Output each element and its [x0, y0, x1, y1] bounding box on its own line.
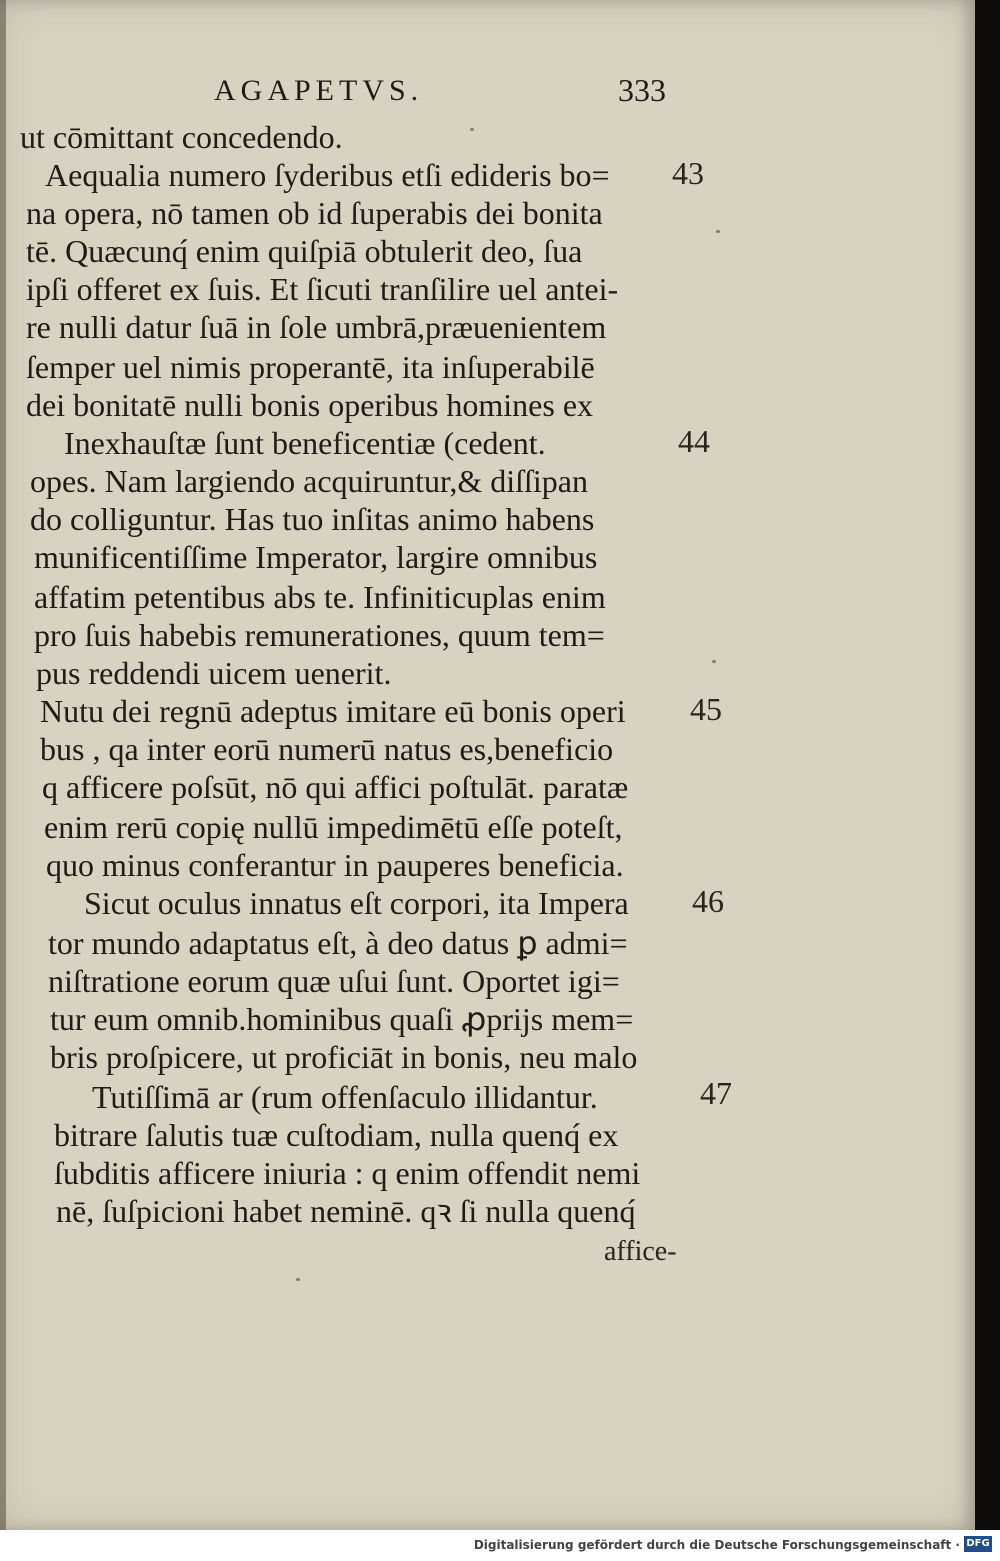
margin-number: 45: [690, 691, 722, 727]
paper-speck: [296, 1278, 300, 1281]
text-line: Nutu dei regnū adeptus imitare eū bonis operi: [40, 693, 626, 729]
text-line: Tutiſſimā ar (rum offenſaculo illidantur.: [92, 1079, 598, 1115]
text-line: re nulli datur ſuā in ſole umbrā,præuenientem: [26, 309, 607, 345]
text-line: ut cōmittant concedendo.: [20, 119, 343, 155]
text-line: q afficere poſsūt, nō qui affici poſtulāt. paratæ: [42, 769, 629, 805]
text-line: bus , qa inter eorū numerū natus es,beneficio: [40, 731, 614, 767]
catchword: affice-: [604, 1236, 677, 1267]
page-header: [0, 72, 975, 112]
dfg-logo: DFG: [964, 1536, 992, 1552]
paper-speck: [712, 660, 716, 663]
text-line: Inexhauſtæ ſunt beneficentiæ (cedent.: [64, 425, 546, 461]
text-line: quo minus conferantur in pauperes beneficia.: [46, 847, 624, 883]
text-line: tor mundo adaptatus eſt, à deo datus ꝑ admi=: [48, 925, 628, 961]
text-line: tē. Quæcunq́ enim quiſpiā obtulerit deo, ſua: [26, 233, 583, 269]
text-line: pus reddendi uicem uenerit.: [36, 655, 392, 691]
paper-speck: [470, 128, 474, 131]
page-number: 333: [618, 72, 666, 108]
text-line: nē, ſuſpicioni habet neminē. qꝛ ſi nulla quenq́: [56, 1193, 636, 1229]
paper-speck: [716, 230, 720, 233]
text-line: ſubditis afficere iniuria : q enim offendit nemi: [54, 1155, 641, 1191]
funding-credit: Digitalisierung gefördert durch die Deutsche Forschungsgemeinschaft ·: [473, 1538, 960, 1552]
margin-number: 46: [692, 883, 724, 919]
text-line: ſemper uel nimis properantē, ita inſuperabilē: [26, 349, 595, 385]
digitization-footer: [0, 1530, 1000, 1561]
text-line: tur eum omnib.hominibus quaſi ꝓprijs mem=: [50, 1001, 634, 1037]
text-line: do colliguntur. Has tuo inſitas animo habens: [30, 501, 595, 537]
margin-number: 43: [672, 155, 704, 191]
running-head: AGAPETVS.: [214, 74, 424, 107]
margin-number: 47: [700, 1075, 732, 1111]
text-line: munificentiſſime Imperator, largire omnibus: [34, 539, 598, 575]
text-line: niſtratione eorum quæ uſui ſunt. Oportet igi=: [48, 963, 620, 999]
text-line: affatim petentibus abs te. Infiniticuplas enim: [34, 579, 606, 615]
text-line: ipſi offeret ex ſuis. Et ſicuti tranſilire uel antei-: [26, 271, 619, 307]
text-line: Aequalia numero ſyderibus etſi edideris bo=: [45, 157, 610, 193]
text-line: pro ſuis habebis remunerationes, quum tem=: [34, 617, 605, 653]
text-line: opes. Nam largiendo acquiruntur,& diſſipan: [30, 463, 588, 499]
text-line: bris proſpicere, ut proficiāt in bonis, neu malo: [50, 1039, 638, 1075]
margin-number: 44: [678, 423, 710, 459]
text-line: bitrare ſalutis tuæ cuſtodiam, nulla quenq́ ex: [54, 1117, 619, 1153]
text-line: enim rerū copię nullū impedimētū eſſe poteſt,: [44, 809, 623, 845]
text-line: Sicut oculus innatus eſt corpori, ita Impera: [84, 885, 629, 921]
text-line: dei bonitatē nulli bonis operibus homines ex: [26, 387, 594, 423]
page-gutter-shadow: [0, 0, 6, 1530]
text-line: na opera, nō tamen ob id ſuperabis dei bonita: [26, 195, 603, 231]
